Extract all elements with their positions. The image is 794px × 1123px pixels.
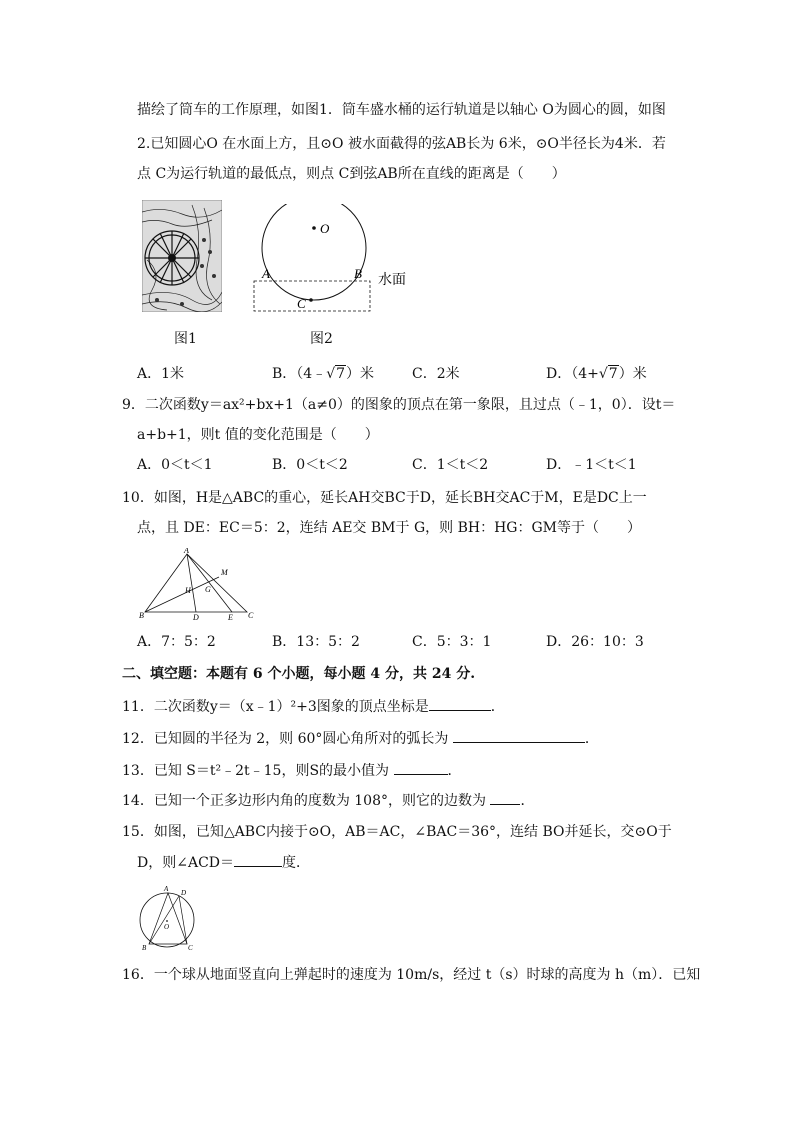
triangle-centroid-diagram (137, 548, 257, 620)
point-a-label: A (262, 266, 270, 281)
q10-option-a: A．7：5：2 (137, 634, 216, 650)
q9-option-b: B．0＜t＜2 (272, 457, 348, 473)
q12-answer-blank[interactable] (453, 728, 585, 743)
figure-2-caption: 图2 (310, 331, 333, 347)
q10-option-d: D．26：10：3 (546, 634, 644, 650)
q16-line-1: 16．一个球从地面竖直向上弹起时的速度为 10m/s，经过 t（s）时球的高度为 h（m）．已知 (122, 967, 701, 983)
q9-line-2: a+b+1，则t 值的变化范围是（ ） (137, 427, 379, 443)
tri-label-e: E (228, 613, 233, 620)
figure-1-caption: 图1 (174, 331, 197, 347)
tri-label-h: H (185, 586, 191, 595)
q9-option-d: D．﹣1＜t＜1 (546, 457, 637, 473)
q14-answer-blank[interactable] (490, 790, 520, 805)
inscribed-triangle-diagram (138, 884, 198, 952)
q8-option-c: C．2米 (412, 366, 460, 382)
tri-label-a: A (184, 548, 189, 555)
water-wheel-illustration (142, 200, 222, 312)
q15-answer-blank[interactable] (234, 852, 282, 867)
tri-label-g: G (205, 585, 211, 594)
q8-option-d: D．（4+√7）米 (546, 366, 647, 382)
q10-option-c: C．5：3：1 (412, 634, 492, 650)
q10-line-2: 点，且 DE：EC＝5：2，连结 AE交 BM于 G，则 BH：HG：GM等于（ ） (137, 520, 641, 536)
q9-line-1: 9．二次函数y＝ax²+bx+1（a≠0）的图象的顶点在第一象限，且过点（﹣1，0）．设t＝ (122, 397, 676, 413)
point-b-label: B (354, 266, 362, 281)
q13-line: 13．已知 S＝t²﹣2t﹣15，则S的最小值为 ． (122, 760, 462, 781)
q8-option-a: A．1米 (137, 366, 185, 382)
point-o-label: O (320, 221, 330, 236)
circ-label-c: C (188, 944, 193, 952)
water-surface-label: 水面 (378, 273, 406, 288)
circ-label-d: D (181, 889, 187, 897)
circ-label-a: A (164, 885, 169, 893)
q8-line-2: 2.已知圆心O 在水面上方，且⊙O 被水面截得的弦AB长为 6米，⊙O半径长为4米．若 (137, 136, 666, 152)
q10-option-b: B．13：5：2 (272, 634, 360, 650)
point-c-label: C (297, 296, 306, 311)
q12-line: 12．已知圆的半径为 2，则 60°圆心角所对的弧长为 ． (122, 728, 599, 749)
q15-line-2: D，则∠ACD＝ 度． (137, 852, 310, 873)
q9-option-a: A．0＜t＜1 (137, 457, 213, 473)
q8-option-b: B．（4﹣√7）米 (272, 366, 375, 382)
q9-option-c: C．1＜t＜2 (412, 457, 489, 473)
tri-label-b: B (139, 611, 144, 620)
circle-water-diagram (248, 204, 418, 316)
tri-label-d: D (193, 613, 199, 620)
q15-line-1: 15．如图，已知△ABC内接于⊙O，AB＝AC，∠BAC＝36°，连结 BO并延长，交⊙O于 (122, 824, 672, 840)
q8-line-1: 描绘了筒车的工作原理，如图1．筒车盛水桶的运行轨道是以轴心 O为圆心的圆，如图 (137, 102, 666, 118)
tri-label-m: M (221, 568, 228, 577)
section-2-heading: 二、填空题：本题有 6 个小题，每小题 4 分，共 24 分. (122, 666, 476, 682)
circ-label-b: B (142, 944, 147, 952)
q11-answer-blank[interactable] (429, 696, 491, 711)
q8-line-3: 点 C为运行轨道的最低点，则点 C到弦AB所在直线的距离是（ ） (137, 166, 566, 182)
q14-line: 14．已知一个正多边形内角的度数为 108°，则它的边数为 ． (122, 790, 534, 811)
circ-label-o: O (164, 923, 170, 931)
tri-label-c: C (248, 611, 254, 620)
q13-answer-blank[interactable] (394, 760, 448, 775)
q11-line: 11．二次函数y＝（x﹣1）²+3图象的顶点坐标是 ． (122, 696, 505, 717)
q10-line-1: 10．如图，H是△ABC的重心，延长AH交BC于D，延长BH交AC于M，E是DC上一 (122, 490, 647, 506)
